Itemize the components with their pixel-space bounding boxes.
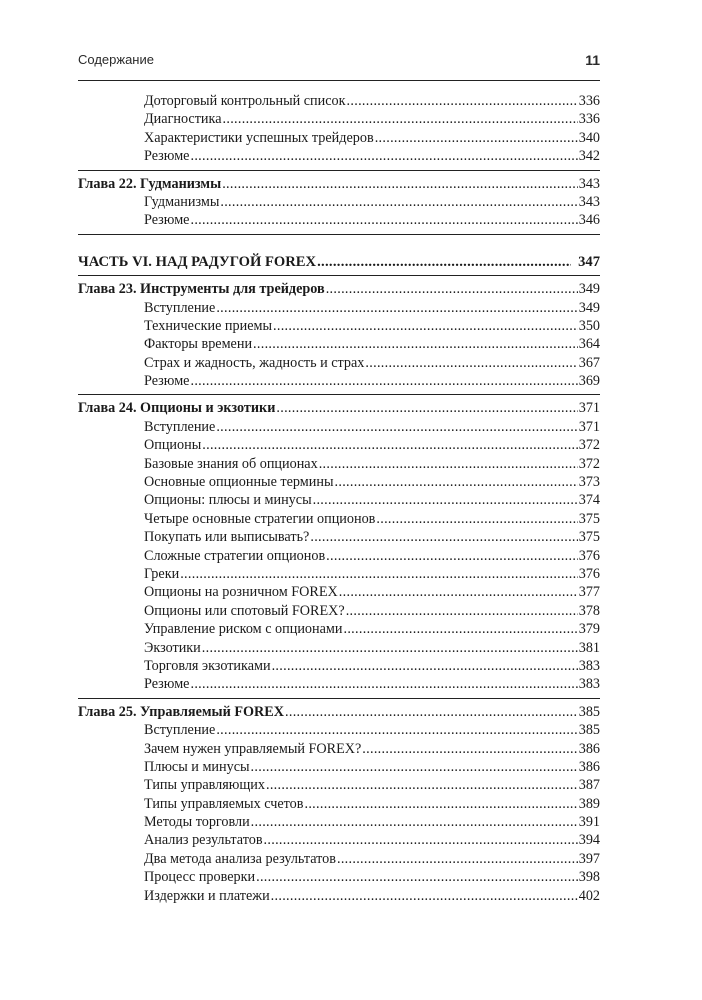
toc-entry[interactable]: Резюме ..... 346: [78, 211, 600, 229]
toc-entry[interactable]: Опционы на розничном FOREX ..... 377: [78, 583, 600, 601]
toc-entry[interactable]: Характеристики успешных трейдеров ..... 340: [78, 129, 600, 147]
toc-entry[interactable]: Торговля экзотиками ..... 383: [78, 657, 600, 675]
toc-entry[interactable]: Резюме ..... 383: [78, 675, 600, 693]
toc-entry[interactable]: Вступление ..... 385: [78, 721, 600, 739]
toc-chapter-25[interactable]: Глава 25. Управляемый FOREX ..... 385: [78, 703, 600, 721]
header-rule: [78, 80, 600, 81]
toc-entry[interactable]: Зачем нужен управляемый FOREX? ..... 386: [78, 740, 600, 758]
toc-entry[interactable]: Вступление ..... 349: [78, 299, 600, 317]
toc-entry[interactable]: Типы управляемых счетов ..... 389: [78, 795, 600, 813]
toc-part-6[interactable]: ЧАСТЬ VI. НАД РАДУГОЙ FOREX ..... 347: [78, 253, 600, 271]
toc-entry[interactable]: Два метода анализа результатов ..... 397: [78, 850, 600, 868]
table-of-contents: [78, 92, 600, 905]
toc-entry[interactable]: Базовые знания об опционах ..... 372: [78, 455, 600, 473]
toc-entry[interactable]: Экзотики ..... 381: [78, 639, 600, 657]
toc-chapter-23[interactable]: Глава 23. Инструменты для трейдеров ..... 349: [78, 280, 600, 298]
toc-entry[interactable]: Страх и жадность, жадность и страх ..... 367: [78, 354, 600, 372]
toc-entry[interactable]: Типы управляющих ..... 387: [78, 776, 600, 794]
toc-entry[interactable]: Методы торговли ..... 391: [78, 813, 600, 831]
page-number: 11: [585, 52, 600, 68]
toc-entry[interactable]: Сложные стратегии опционов ..... 376: [78, 547, 600, 565]
toc-entry[interactable]: Анализ результатов ..... 394: [78, 831, 600, 849]
toc-entry[interactable]: Опционы или спотовый FOREX? ..... 378: [78, 602, 600, 620]
toc-entry[interactable]: Покупать или выписывать? ..... 375: [78, 528, 600, 546]
divider: [78, 275, 600, 276]
toc-entry[interactable]: Доторговый контрольный список ..... 336: [78, 92, 600, 110]
page-header: [78, 52, 600, 72]
toc-entry[interactable]: Издержки и платежи ..... 402: [78, 887, 600, 905]
toc-entry[interactable]: Резюме ..... 342: [78, 147, 600, 165]
toc-entry[interactable]: Вступление ..... 371: [78, 418, 600, 436]
toc-entry[interactable]: Технические приемы ..... 350: [78, 317, 600, 335]
divider: [78, 698, 600, 699]
toc-chapter-22[interactable]: Глава 22. Гудманизмы ..... 343: [78, 175, 600, 193]
toc-chapter-24[interactable]: Глава 24. Опционы и экзотики ..... 371: [78, 399, 600, 417]
divider: [78, 234, 600, 235]
toc-entry[interactable]: Диагностика ..... 336: [78, 110, 600, 128]
toc-entry[interactable]: Греки ..... 376: [78, 565, 600, 583]
toc-entry[interactable]: Опционы: плюсы и минусы ..... 374: [78, 491, 600, 509]
toc-entry[interactable]: Управление риском с опционами ..... 379: [78, 620, 600, 638]
toc-entry[interactable]: Четыре основные стратегии опционов ..... 375: [78, 510, 600, 528]
toc-entry[interactable]: Факторы времени ..... 364: [78, 335, 600, 353]
running-head-title: Содержание: [78, 52, 154, 67]
divider: [78, 170, 600, 171]
toc-entry[interactable]: Основные опционные термины ..... 373: [78, 473, 600, 491]
toc-entry[interactable]: Резюме ..... 369: [78, 372, 600, 390]
toc-entry[interactable]: Гудманизмы ..... 343: [78, 193, 600, 211]
toc-entry[interactable]: Опционы ..... 372: [78, 436, 600, 454]
toc-entry[interactable]: Плюсы и минусы ..... 386: [78, 758, 600, 776]
divider: [78, 394, 600, 395]
toc-entry[interactable]: Процесс проверки ..... 398: [78, 868, 600, 886]
